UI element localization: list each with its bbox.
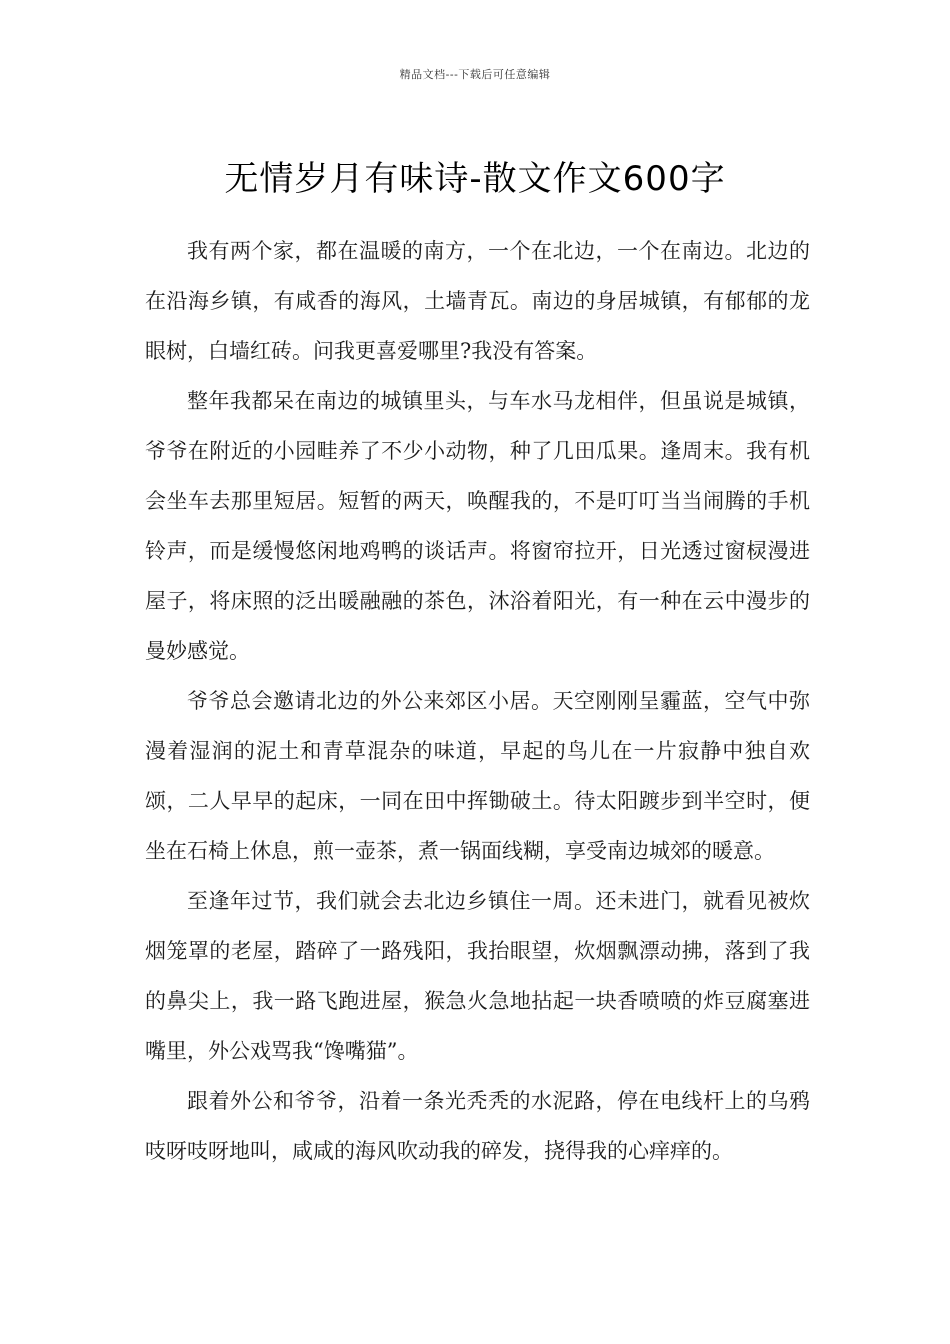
paragraph-5: 跟着外公和爷爷，沿着一条光秃秃的水泥路，停在电线杆上的乌鸦吱呀吱呀地叫，咸咸的海风吹动我的碎发，挠得我的心痒痒的。 (145, 1089, 810, 1163)
paragraph-4: 至逢年过节，我们就会去北边乡镇住一周。还未进门，就看见被炊烟笼罩的老屋，踏碎了一路残阳，我抬眼望，炊烟飘漂动拂，落到了我的鼻尖上，我一路飞跑进屋，猴急火急地拈起一块香喷喷的炸豆腐塞进嘴里，外公戏骂我“馋嘴猫”。 (145, 889, 810, 1063)
paragraph-1: 我有两个家，都在温暖的南方，一个在北边，一个在南边。北边的在沿海乡镇，有咸香的海风，土墙青瓦。南边的身居城镇，有郁郁的龙眼树，白墙红砖。问我更喜爱哪里?我没有答案。 (145, 239, 810, 363)
document-body (145, 226, 810, 1176)
header-note: 精品文档---下载后可任意编辑 (399, 68, 551, 81)
paragraph-3: 爷爷总会邀请北边的外公来郊区小居。天空刚刚呈霾蓝，空气中弥漫着湿润的泥土和青草混杂的味道，早起的鸟儿在一片寂静中独自欢颂，二人早早的起床，一同在田中挥锄破土。待太阳踱步到半空时，便坐在石椅上休息，煎一壶茶，煮一锅面线糊，享受南边城郊的暖意。 (145, 689, 810, 863)
paragraph-2: 整年我都呆在南边的城镇里头，与车水马龙相伴，但虽说是城镇，爷爷在附近的小园畦养了不少小动物，种了几田瓜果。逢周末。我有机会坐车去那里短居。短暂的两天，唤醒我的，不是叮叮当当闹腾的手机铃声，而是缓慢悠闲地鸡鸭的谈话声。将窗帘拉开，日光透过窗棂漫进屋子，将床照的泛出暖融融的茶色，沐浴着阳光，有一种在云中漫步的曼妙感觉。 (145, 389, 810, 663)
document-title: 无情岁月有味诗-散文作文600字 (224, 158, 726, 199)
